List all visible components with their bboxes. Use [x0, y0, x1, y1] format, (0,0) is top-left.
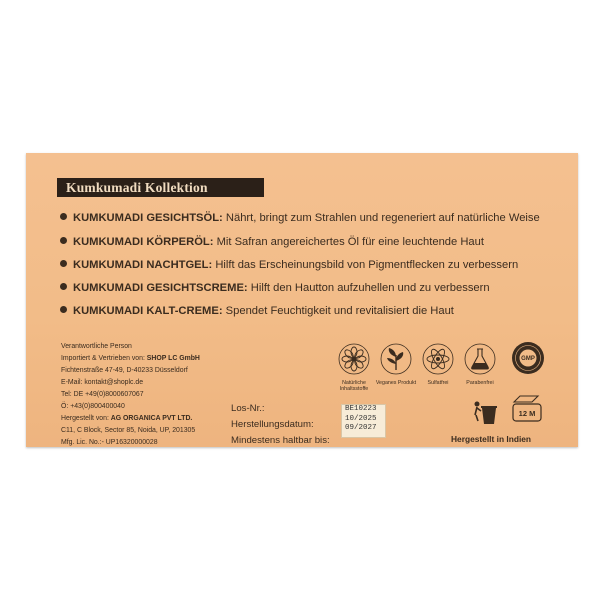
made-in-label: Hergestellt in Indien	[451, 434, 532, 444]
best-before-label: Mindestens haltbar bis:	[231, 435, 330, 446]
gmp-seal-text: GMP	[521, 356, 535, 363]
flask-icon	[464, 343, 496, 375]
batch-stamp	[341, 404, 386, 438]
molecule-icon	[422, 343, 454, 375]
bullet-dot-icon	[60, 213, 67, 220]
product-line: KUMKUMADI GESICHTSCREME: Hilft den Hautton aufzuhellen und zu verbessern	[60, 282, 490, 294]
importer-address: Fichtenstraße 47-49, D-40233 Düsseldorf	[61, 367, 188, 374]
badge-caption: Sulfatfrei	[427, 380, 449, 386]
bullet-dot-icon	[60, 260, 67, 267]
bullet-dot-icon	[60, 283, 67, 290]
badge-caption: Veganes Produkt	[375, 380, 417, 386]
pao-jar-icon	[510, 394, 544, 424]
manufactured-label: Herstellungsdatum:	[231, 419, 314, 430]
manufacturer-license: Mfg. Lic. No.:- UP16320000028	[61, 439, 158, 446]
product-line: KUMKUMADI KÖRPERÖL: Mit Safran angereichertes Öl für eine leuchtende Haut	[60, 236, 484, 248]
badge-caption: Natürliche Inhaltsstoffe	[339, 380, 369, 392]
best-before-value: 09/2027	[345, 424, 377, 432]
lot-label: Los-Nr.:	[231, 403, 265, 414]
manufacturer-address: C11, C Block, Sector 85, Noida, UP, 201305	[61, 427, 196, 434]
bullet-dot-icon	[60, 237, 67, 244]
badge-caption: Parabenfrei	[466, 380, 494, 386]
collection-title: Kumkumadi Kollektion	[66, 180, 208, 195]
importer-heading: Verantwortliche Person	[61, 343, 132, 350]
vegan-plant-icon	[380, 343, 412, 375]
importer-email: E-Mail: kontakt@shoplc.de	[61, 379, 144, 386]
manufacturer-line: Hergestellt von: AG ORGANICA PVT LTD.	[61, 415, 193, 422]
lot-value: BE10223	[345, 405, 377, 413]
flower-icon	[338, 343, 370, 375]
manufactured-value: 10/2025	[345, 414, 377, 423]
importer-phone-de: Tel: DE +49(0)8000607067	[61, 391, 144, 398]
product-line: KUMKUMADI KALT-CREME: Spendet Feuchtigkeit und revitalisiert die Haut	[60, 305, 454, 317]
collection-title-band	[57, 178, 264, 197]
product-line: KUMKUMADI NACHTGEL: Hilft das Erscheinungsbild von Pigmentflecken zu verbessern	[60, 259, 518, 271]
gmp-seal-icon	[511, 341, 545, 375]
pao-label: 12 M	[518, 409, 536, 418]
importer-phone-at: Ö: +43(0)800400040	[61, 403, 125, 410]
recycle-bin-icon	[472, 398, 498, 426]
product-line: KUMKUMADI GESICHTSÖL: Nährt, bringt zum Strahlen und regeneriert auf natürliche Weise	[60, 212, 540, 224]
bullet-dot-icon	[60, 306, 67, 313]
importer-line: Importiert & Vertrieben von: SHOP LC GmbH	[61, 355, 200, 362]
